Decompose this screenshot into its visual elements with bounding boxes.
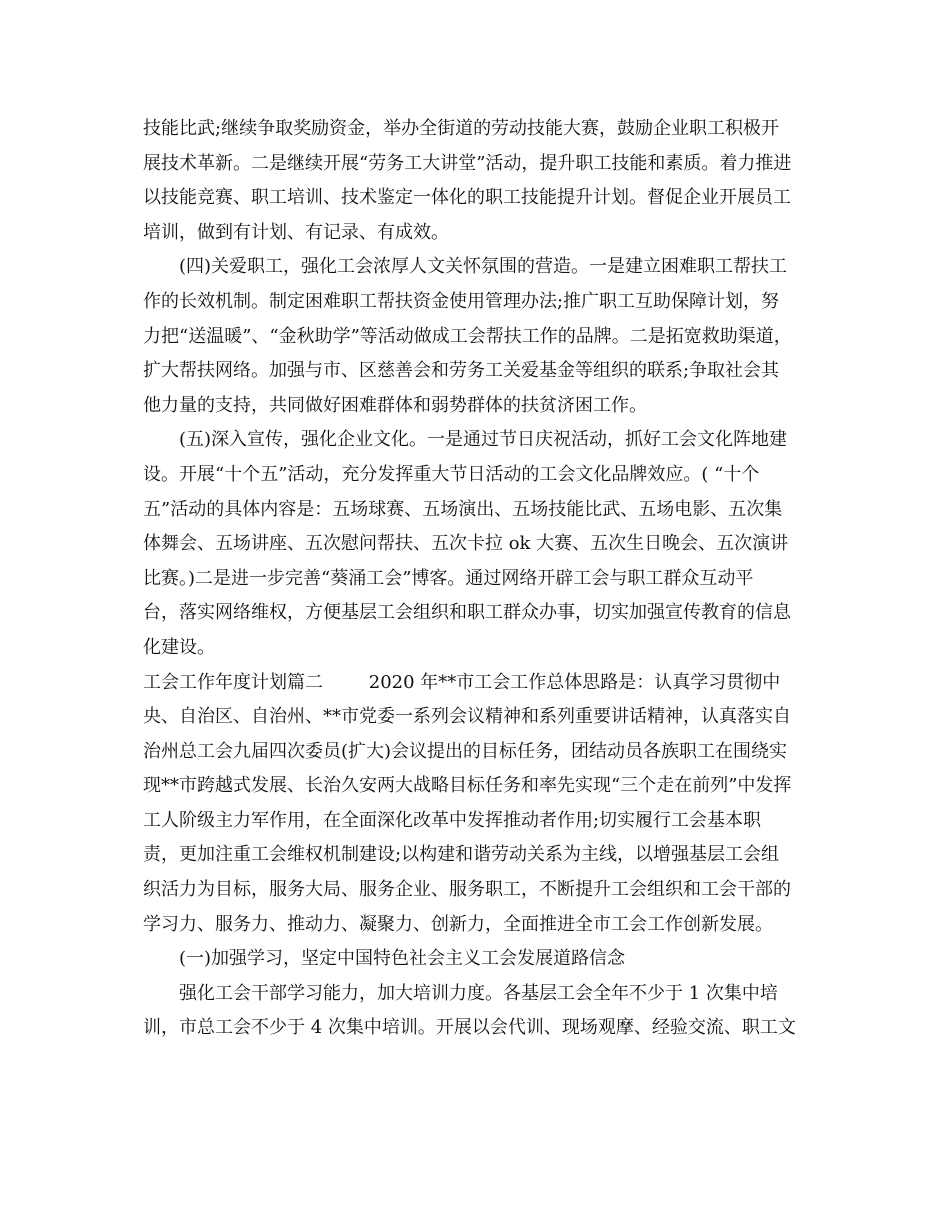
text-line: 比赛。)二是进一步完善“葵涌工会”博客。通过网络开辟工会与职工群众互动平 [143, 567, 754, 589]
text-line: 体舞会、五场讲座、五次慰问帮扶、五次卡拉 ok 大赛、五次生日晚会、五次演讲 [143, 533, 789, 555]
text-line: 五”活动的具体内容是：五场球赛、五场演出、五场技能比武、五场电影、五次集 [143, 498, 783, 520]
text-line: 力把“送温暖”、“金秋助学”等活动做成工会帮扶工作的品牌。二是拓宽救助渠道， [143, 325, 792, 347]
text-line: 工人阶级主力军作用，在全面深化改革中发挥推动者作用;切实履行工会基本职 [143, 809, 762, 831]
text-line: 以技能竞赛、职工培训、技术鉴定一体化的职工技能提升计划。督促企业开展员工 [143, 187, 791, 209]
text-line: 央、自治区、自治州、**市党委一系列会议精神和系列重要讲话精神，认真落实自 [143, 706, 791, 728]
text-line: 台，落实网络维权，方便基层工会组织和职工群众办事，切实加强宣传教育的信息 [143, 602, 791, 624]
text-line: 治州总工会九届四次委员(扩大)会议提出的目标任务，团结动员各族职工在围绕实 [143, 740, 788, 762]
text-line: 设。开展“十个五”活动，充分发挥重大节日活动的工会文化品牌效应。( “十个 [143, 463, 760, 485]
text-line: 织活力为目标，服务大局、服务企业、服务职工，不断提升工会组织和工会干部的 [143, 879, 791, 901]
text-line: 强化工会干部学习能力，加大培训力度。各基层工会全年不少于 1 次集中培 [179, 982, 778, 1004]
document-body [143, 112, 823, 1046]
text-line: 展技术革新。二是继续开展“劳务工大讲堂”活动，提升职工技能和素质。着力推进 [143, 152, 792, 174]
text-line: (四)关爱职工，强化工会浓厚人文关怀氛围的营造。一是建立困难职工帮扶工 [179, 256, 788, 278]
text-line: 现**市跨越式发展、长治久安两大战略目标任务和率先实现“三个走在前列”中发挥 [143, 775, 792, 797]
section-heading-line: 工会工作年度计划篇二 2020 年**市工会工作总体思路是：认真学习贯彻中 [143, 671, 781, 693]
text-line: (五)深入宣传，强化企业文化。一是通过节日庆祝活动，抓好工会文化阵地建 [179, 429, 788, 451]
text-line: 化建设。 [143, 636, 215, 658]
text-line: 学习力、服务力、推动力、凝聚力、创新力，全面推进全市工会工作创新发展。 [143, 913, 773, 935]
text-line: 他力量的支持，共同做好困难群体和弱势群体的扶贫济困工作。 [143, 394, 647, 416]
text-line: 培训，做到有计划、有记录、有成效。 [143, 221, 449, 243]
subheading-line: (一)加强学习，坚定中国特色社会主义工会发展道路信念 [179, 948, 626, 970]
text-line: 扩大帮扶网络。加强与市、区慈善会和劳务工关爱基金等组织的联系;争取社会其 [143, 360, 780, 382]
text-line: 责，更加注重工会维权机制建设;以构建和谐劳动关系为主线，以增强基层工会组 [143, 844, 780, 866]
text-line: 技能比武;继续争取奖励资金，举办全街道的劳动技能大赛，鼓励企业职工积极开 [143, 118, 780, 139]
text-line: 训，市总工会不少于 4 次集中培训。开展以会代训、现场观摩、经验交流、职工文 [143, 1017, 796, 1039]
text-line: 作的长效机制。制定困难职工帮扶资金使用管理办法;推广职工互助保障计划，努 [143, 290, 780, 312]
